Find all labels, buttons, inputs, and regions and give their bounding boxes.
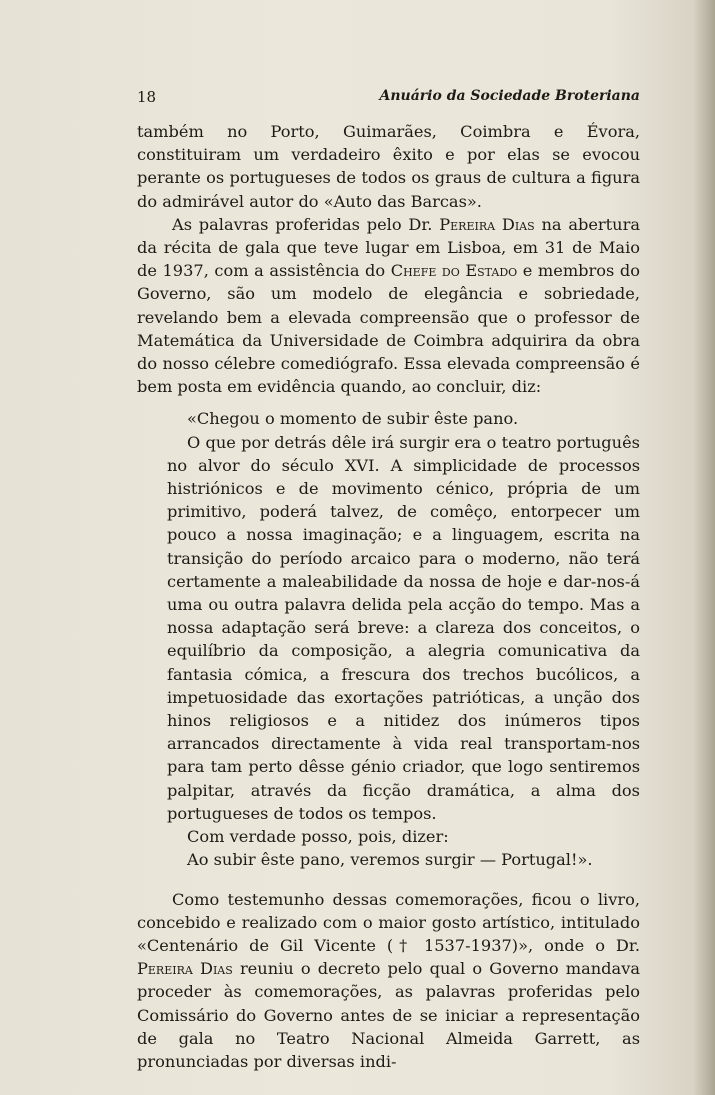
quotation-block (167, 407, 640, 871)
body-text (137, 120, 640, 1073)
paragraph-2-part-b: na abertura da récita de gala que teve lugar em Lisboa, em 31 de Maio de 1937, com a assistência do (137, 214, 640, 281)
page-number: 18 (137, 88, 157, 106)
page-header (137, 88, 640, 112)
paragraph-2 (137, 213, 640, 399)
head-of-state: Chefe do Estado (390, 261, 518, 281)
paragraph-3-part-b: reuniu o decreto pelo qual o Governo mandava proceder às comemorações, as palavras proferidas pelo Comissário do Governo antes de se iniciar a representação de gala no Teatro Nacional Almeida Garrett, as pronunciadas por diversas indi- (137, 959, 640, 1071)
paragraph-3 (137, 888, 640, 1074)
paragraph-2-part-c: e membros do Governo, são um modelo de elegância e sobriedade, revelando bem a elevada compreensão que o professor de Matemática da Universidade de Coimbra adquirira da obra do nosso célebre comediógrafo. Essa elevada compreensão é bem posta em evidência quando, ao concluir, diz: (137, 261, 640, 397)
running-head: Anuário da Sociedade Broteriana (379, 88, 640, 104)
quote-paragraph: O que por detrás dêle irá surgir era o teatro português no alvor do século XVI. A simplicidade de processos histriónicos e de movimento cénico, própria de um primitivo, poderá talvez, de comêço, entorpecer um pouco a nossa imaginação; e a linguagem, escrita na transição do período arcaico para o moderno, não terá certamente a maleabilidade da nossa de hoje e dar-nos-á uma ou outra palavra delida pela acção do tempo. Mas a nossa adaptação será breve: a clareza dos conceitos, o equilíbrio da composição, a alegria comunicativa da fantasia cómica, a frescura dos trechos bucólicos, a impetuosidade das exortações patrióticas, a unção dos hinos religiosos e a nitidez dos inúmeros tipos arrancados directamente à vida real transportam-nos para tam perto dêsse génio criador, que logo sentiremos palpitar, através da ficção dramática, a alma dos portugueses de todos os tempos. (167, 432, 640, 823)
paragraph-2-part-a: As palavras proferidas pelo Dr. (172, 214, 440, 234)
author-name-2: Pereira Dias (137, 959, 233, 979)
quote-line-3: Com verdade posso, pois, dizer: (187, 827, 449, 847)
author-name: Pereira Dias (439, 214, 535, 234)
paragraph-1: também no Porto, Guimarães, Coimbra e Évora, constituiram um verdadeiro êxito e por elas se evocou perante os portugueses de todos os graus de cultura a figura do admirável autor do «Auto das Barcas». (137, 122, 640, 211)
quote-line-1: «Chegou o momento de subir êste pano. (187, 409, 519, 429)
paragraph-3-part-a: Como testemunho dessas comemorações, ficou o livro, concebido e realizado com o maior gosto artístico, intitulado «Centenário de Gil Vicente († 1537-1937)», onde o Dr. (137, 889, 640, 955)
quote-line-4: Ao subir êste pano, veremos surgir — Portugal!». (187, 850, 593, 870)
